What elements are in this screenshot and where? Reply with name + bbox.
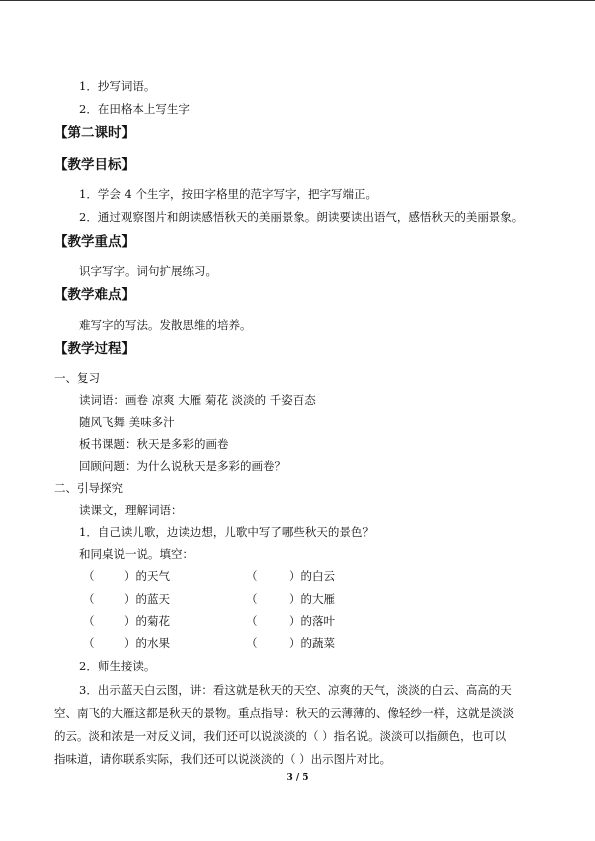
list-item: 2．在田格本上写生字 bbox=[79, 102, 190, 116]
blank-open: （ bbox=[246, 592, 258, 606]
page-number: 3 / 5 bbox=[286, 773, 309, 783]
blank-open: （ bbox=[83, 569, 95, 583]
blank-label: ）的蔬菜 bbox=[289, 636, 335, 650]
review-board-title: 板书课题：秋天是多彩的画卷 bbox=[79, 437, 229, 451]
blank-label: ）的天气 bbox=[124, 569, 170, 583]
blank-label: ）的落叶 bbox=[289, 614, 335, 628]
explore-paragraph-line: 空、南飞的大雁这都是秋天的景物。重点指导：秋天的云薄薄的、像轻纱一样，这就是淡淡 bbox=[54, 706, 514, 720]
explore-text: 读课文，理解词语： bbox=[79, 503, 183, 517]
blank-label: ）的大雁 bbox=[289, 592, 335, 606]
blank-label: ）的水果 bbox=[124, 636, 170, 650]
section-heading-key-points: 【教学重点】 bbox=[54, 234, 135, 250]
explore-title: 二、引导探究 bbox=[54, 481, 123, 495]
blank-open: （ bbox=[246, 636, 258, 650]
blank-open: （ bbox=[83, 636, 95, 650]
explore-text: 和同桌说一说。填空： bbox=[79, 547, 194, 561]
blank-label: ）的白云 bbox=[289, 569, 335, 583]
key-points-text: 识字写字。词句扩展练习。 bbox=[79, 264, 217, 278]
objective-item: 2．通过观察图片和朗读感悟秋天的美丽景象。朗读要读出语气，感悟秋天的美丽景象。 bbox=[79, 210, 524, 224]
review-question: 回顾问题：为什么说秋天是多彩的画卷？ bbox=[79, 459, 286, 473]
list-item: 1．抄写词语。 bbox=[79, 79, 156, 93]
review-words: 读词语：画卷 凉爽 大雁 菊花 淡淡的 千姿百态 bbox=[79, 393, 316, 407]
objective-item: 1．学会 4 个生字，按田字格里的范字写字，把字写端正。 bbox=[79, 187, 377, 201]
explore-paragraph-line: 的云。淡和浓是一对反义词，我们还可以说淡淡的（ ）指名说。淡淡可以指颜色，也可以 bbox=[54, 729, 507, 743]
explore-paragraph-line: 3．出示蓝天白云图，讲：看这就是秋天的天空、凉爽的天气，淡淡的白云、高高的天 bbox=[79, 683, 512, 697]
blank-open: （ bbox=[246, 614, 258, 628]
blank-label: ）的菊花 bbox=[124, 614, 170, 628]
explore-text: 2．师生接读。 bbox=[79, 659, 156, 673]
review-words: 随风飞舞 美味多汁 bbox=[79, 415, 175, 429]
blank-label: ）的蓝天 bbox=[124, 592, 170, 606]
blank-open: （ bbox=[83, 614, 95, 628]
header-rule bbox=[0, 0, 595, 1]
blank-open: （ bbox=[83, 592, 95, 606]
difficulties-text: 难写字的写法。发散思维的培养。 bbox=[79, 318, 252, 332]
review-title: 一、复习 bbox=[54, 371, 100, 385]
explore-text: 1．自己读儿歌，边读边想，儿歌中写了哪些秋天的景色？ bbox=[79, 525, 374, 539]
section-heading-objectives: 【教学目标】 bbox=[54, 157, 135, 173]
section-heading-process: 【教学过程】 bbox=[54, 341, 135, 357]
blank-open: （ bbox=[246, 569, 258, 583]
section-heading-second-lesson: 【第二课时】 bbox=[54, 125, 135, 141]
section-heading-difficulties: 【教学难点】 bbox=[54, 287, 135, 303]
explore-paragraph-line: 指味道，请你联系实际，我们还可以说淡淡的（ ）出示图片对比。 bbox=[54, 752, 392, 766]
